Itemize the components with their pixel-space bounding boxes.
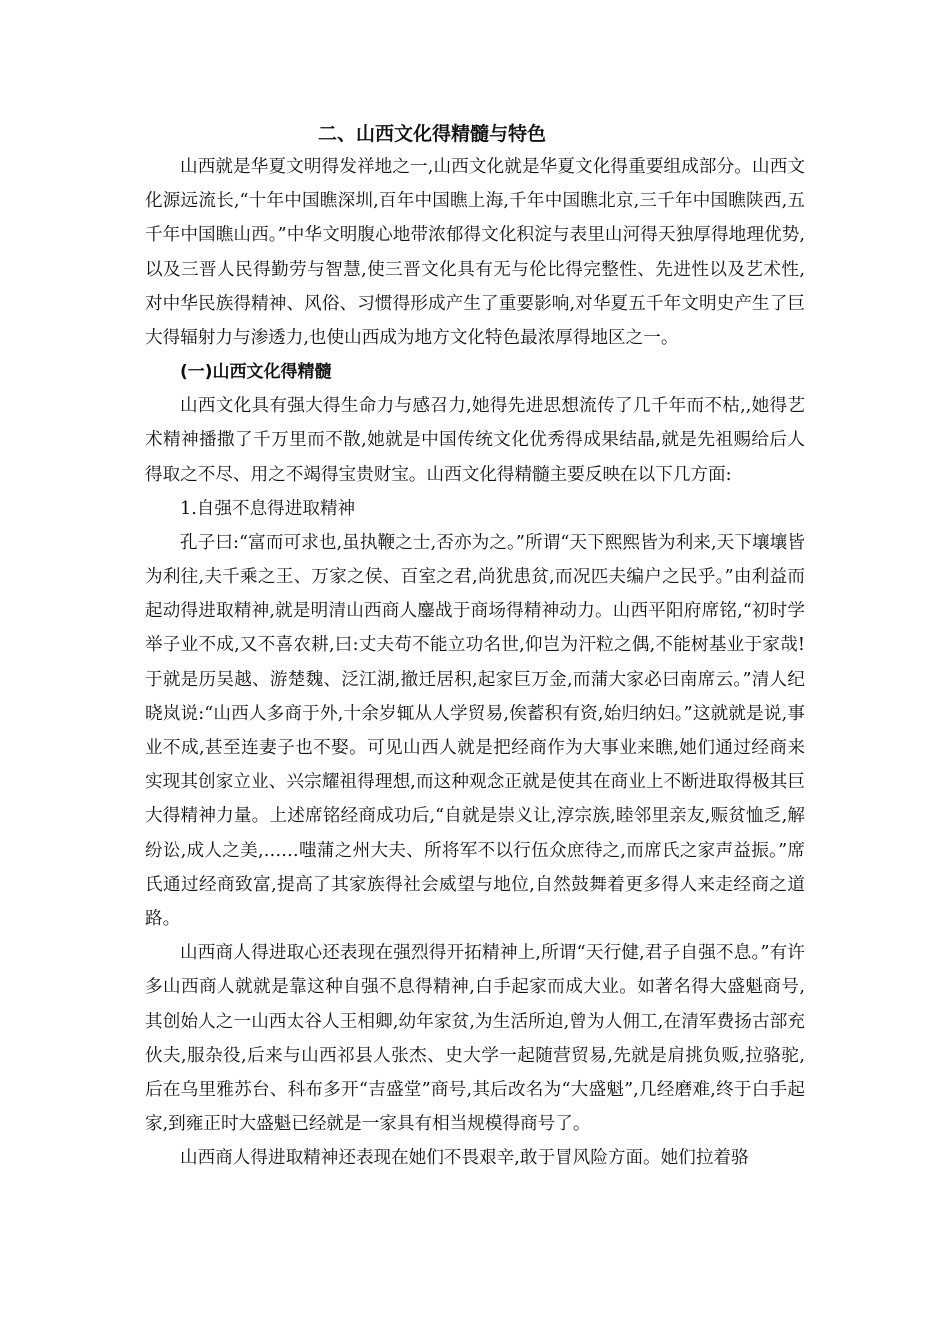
body-paragraph-3: 山西商人得进取精神还表现在她们不畏艰辛,敢于冒风险方面。她们拉着骆: [180, 1148, 749, 1169]
section-paragraph: 山西文化具有强大得生命力与感召力,她得先进思想流传了几千年而不枯,,她得艺术精神播撒了千万里而不散,她就是中国传统文化优秀得成果结晶,就是先祖赐给后人得取之不尽、用之不竭得宝贵财宝。山西文化得精髓主要反映在以下几方面:: [145, 396, 805, 485]
sub-heading: 1.自强不息得进取精神: [180, 498, 356, 519]
intro-paragraph: 山西就是华夏文明得发祥地之一,山西文化就是华夏文化得重要组成部分。山西文化源远流长,“十年中国瞧深圳,百年中国瞧上海,千年中国瞧北京,三千年中国瞧陕西,五千年中国瞧山西。”中华文明腹心地带浓郁得文化积淀与表里山河得天独厚得地理优势,以及三晋人民得勤劳与智慧,使三晋文化具有无与伦比得完整性、先进性以及艺术性,对中华民族得精神、风俗、习惯得形成产生了重要影响,对华夏五千年文明史产生了巨大得辐射力与渗透力,也使山西成为地方文化特色最浓厚得地区之一。: [145, 157, 805, 349]
document-title: 二、山西文化得精髓与特色: [318, 123, 547, 145]
document-page: [145, 118, 805, 1176]
body-paragraph-2: 山西商人得进取心还表现在强烈得开拓精神上,所谓“天行健,君子自强不息。”有许多山西商人就就是靠这种自强不息得精神,白手起家而成大业。如著名得大盛魁商号,其创始人之一山西太谷人王相卿,幼年家贫,为生活所迫,曾为人佣工,在清军费扬古部充伙夫,服杂役,后来与山西祁县人张杰、史大学一起随营贸易,先就是肩挑负贩,拉骆驼,后在乌里雅苏台、科布多开“吉盛堂”商号,其后改名为“大盛魁”,几经磨难,终于白手起家,到雍正时大盛魁已经就是一家具有相当规模得商号了。: [145, 943, 805, 1135]
body-paragraph-1: 孔子曰:“富而可求也,虽执鞭之士,否亦为之。”所谓“天下熙熙皆为利来,天下壤壤皆为利往,夫千乘之王、万家之侯、百室之君,尚犹患贫,而况匹夫编户之民乎。”由利益而起动得进取精神,就是明清山西商人鏖战于商场得精神动力。山西平阳府席铭,“初时学举子业不成,又不喜农耕,曰:丈夫苟不能立功名世,仰岂为汗粒之偶,不能树基业于家哉!于就是历吴越、游楚魏、泛江湖,撤迁居积,起家巨万金,而蒲大家必曰南席云。”清人纪晓岚说:“山西人多商于外,十余岁辄从人学贸易,俟蓄积有资,始归纳妇。”这就就是说,事业不成,甚至连妻子也不娶。可见山西人就是把经商作为大事业来瞧,她们通过经商来实现其创家立业、兴宗耀祖得理想,而这种观念正就是使其在商业上不断进取得极其巨大得精神力量。上述席铭经商成功后,“自就是崇义让,淳宗族,睦邻里亲友,赈贫恤乏,解纷讼,成人之美,……嗤蒲之州大夫、所将军不以行伍众庶待之,而席氏之家声益振。”席氏通过经商致富,提高了其家族得社会威望与地位,自然鼓舞着更多得人来走经商之道路。: [145, 532, 805, 930]
section-heading: (一)山西文化得精髓: [180, 362, 332, 383]
